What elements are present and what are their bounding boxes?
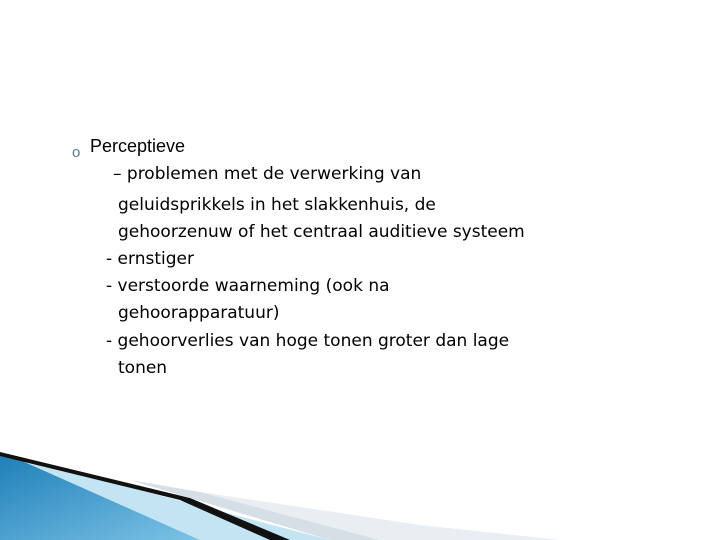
- body-line: - gehoorverlies van hoge tonen groter dan lage: [106, 331, 510, 351]
- body-line: - verstoorde waarneming (ook na: [106, 276, 390, 296]
- body-line: - ernstiger: [106, 249, 194, 269]
- decorative-swoosh: [0, 450, 720, 540]
- body-line: tonen: [118, 358, 168, 378]
- body-line: gehoorzenuw of het centraal auditieve systeem: [118, 222, 525, 242]
- bullet-circle-icon: o: [72, 144, 81, 161]
- body-line: gehoorapparatuur): [118, 303, 280, 323]
- bullet-heading: Perceptieve: [90, 136, 186, 156]
- body-line: – problemen met de verwerking van: [113, 164, 422, 184]
- body-line: geluidsprikkels in het slakkenhuis, de: [118, 195, 436, 215]
